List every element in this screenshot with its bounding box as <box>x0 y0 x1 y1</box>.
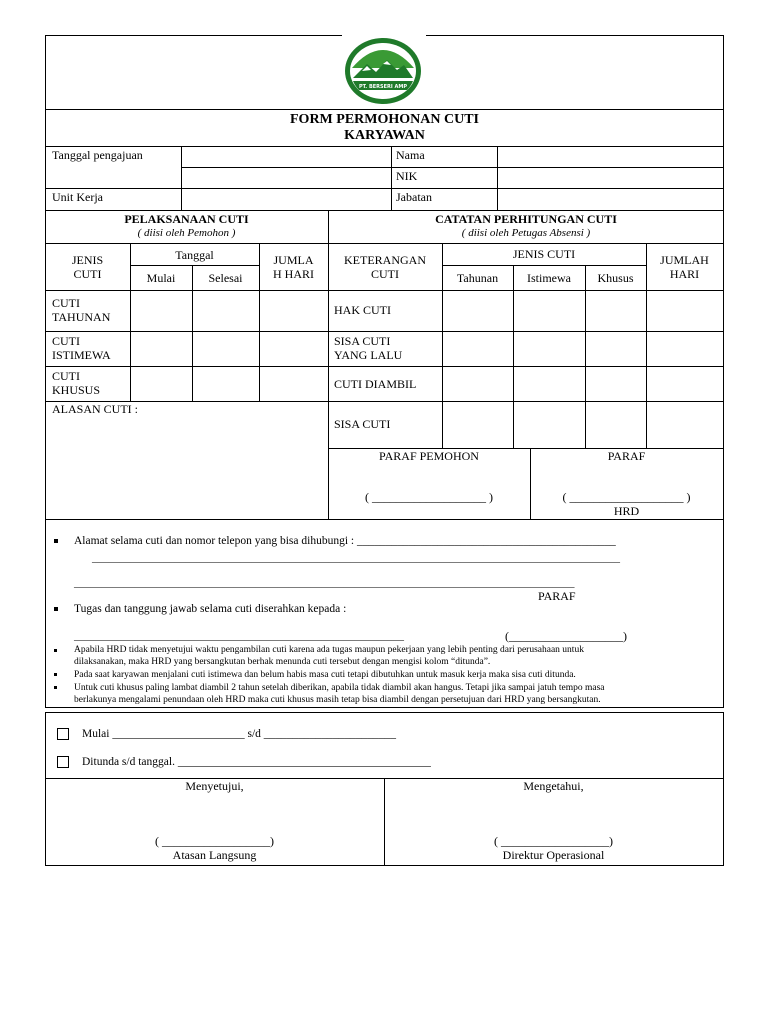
alamat-paraf: PARAF <box>538 589 576 603</box>
paraf-hrd-name: HRD <box>613 504 640 518</box>
mulai-line: Mulai _______________________ s/d _______________________ <box>82 728 397 740</box>
row-cuti-istimewa-2: ISTIMEWA <box>52 348 111 362</box>
ditunda-checkbox[interactable] <box>57 756 69 768</box>
alamat-line-3: ___________________________________________________________________________________________ <box>74 577 575 589</box>
row-cuti-tahunan-2: TAHUNAN <box>52 310 111 324</box>
row-hak-cuti: HAK CUTI <box>334 303 391 317</box>
direktur-operasional: Direktur Operasional <box>502 848 605 862</box>
unit-kerja-field[interactable] <box>182 189 390 209</box>
row-cuti-tahunan-1: CUTI <box>52 296 80 310</box>
nama-field[interactable] <box>498 147 722 166</box>
alamat-line-2: ________________________________________________________________________________________________ <box>92 552 620 564</box>
paraf-hrd-blank: ( ___________________ ) <box>562 490 691 504</box>
alasan-cuti-field[interactable] <box>46 416 327 518</box>
row-cuti-khusus-2: KHUSUS <box>52 383 101 397</box>
pelaksanaan-subtitle: ( diisi oleh Pemohon ) <box>137 227 236 239</box>
tanggal-pengajuan-field[interactable] <box>182 147 390 188</box>
col-tanggal: Tanggal <box>175 248 214 262</box>
row-cuti-khusus-1: CUTI <box>52 369 80 383</box>
bullet-icon <box>54 607 58 611</box>
catatan-subtitle: ( diisi oleh Petugas Absensi ) <box>461 227 591 239</box>
nik-field[interactable] <box>498 168 722 187</box>
col-jumlah-hari-2: H HARI <box>273 267 314 281</box>
mengetahui-label: Mengetahui, <box>523 779 584 793</box>
col-tahunan: Tahunan <box>456 271 499 285</box>
label-nik: NIK <box>396 169 418 183</box>
bullet-icon <box>54 673 57 676</box>
paraf-pemohon-label: PARAF PEMOHON <box>379 449 479 463</box>
tugas-label: Tugas dan tanggung jawab selama cuti diserahkan kepada : <box>74 603 347 615</box>
row-cuti-istimewa-1: CUTI <box>52 334 80 348</box>
ditunda-line: Ditunda s/d tanggal. ____________________________________________ <box>82 756 431 768</box>
note-1-line-1: Apabila HRD tidak menyetujui waktu pengambilan cuti karena ada tugas maupun pekerjaan yang lebih penting dari perusahaan untuk <box>74 645 584 655</box>
col-khusus: Khusus <box>597 271 634 285</box>
pelaksanaan-title: PELAKSANAAN CUTI <box>124 212 249 226</box>
logo-text: PT. BERSERI AMP <box>358 84 408 90</box>
label-jabatan: Jabatan <box>396 190 432 204</box>
label-alasan-cuti: ALASAN CUTI : <box>52 402 138 416</box>
col-jumlah-hari-r1: JUMLAH <box>660 253 709 267</box>
label-nama: Nama <box>396 148 425 162</box>
col-istimewa: Istimewa <box>527 271 571 285</box>
label-tanggal-pengajuan: Tanggal pengajuan <box>52 148 143 162</box>
paraf-hrd-label: PARAF <box>607 449 646 463</box>
row-sisa-cuti: SISA CUTI <box>334 417 391 431</box>
note-3-line-1: Untuk cuti khusus paling lambat diambil 2 tahun setelah diberikan, apabila tidak diambil akan hangus. Tetapi jika sampai jatuh tempo masa <box>74 683 605 693</box>
col-keterangan-1: KETERANGAN <box>344 253 426 267</box>
catatan-title: CATATAN PERHITUNGAN CUTI <box>435 212 617 226</box>
col-selesai: Selesai <box>208 271 243 285</box>
row-sisa-cuti-lalu-2: YANG LALU <box>334 348 403 362</box>
row-cuti-diambil: CUTI DIAMBIL <box>334 377 417 391</box>
bullet-icon <box>54 686 57 689</box>
col-jumlah-hari-1: JUMLA <box>273 253 314 267</box>
col-keterangan-2: CUTI <box>371 267 399 281</box>
form-title-line2: KARYAWAN <box>344 128 425 143</box>
col-jenis-cuti-header: JENIS CUTI <box>512 247 576 261</box>
bullet-icon <box>54 649 57 652</box>
label-unit-kerja: Unit Kerja <box>52 190 103 204</box>
alamat-label: Alamat selama cuti dan nomor telepon yang bisa dihubungi : _____________________________________________ <box>74 535 616 547</box>
row-sisa-cuti-lalu-1: SISA CUTI <box>334 334 391 348</box>
mengetahui-blank: ( __________________) <box>494 834 613 848</box>
form-title-line1: FORM PERMOHONAN CUTI <box>290 112 479 127</box>
note-1-line-2: dilaksanakan, maka HRD yang bersangkutan berhak menunda cuti tersebut dengan mengisi kolom “ditunda”. <box>74 657 491 667</box>
jabatan-field[interactable] <box>498 189 722 209</box>
note-2: Pada saat karyawan menjalani cuti istimewa dan belum habis masa cuti tetapi dibutuhkan untuk masuk kerja maka sisa cuti ditunda. <box>74 670 576 680</box>
paraf-pemohon-blank: ( ___________________ ) <box>365 490 493 504</box>
note-3-line-2: berlakunya mengalami penundaan oleh HRD maka cuti khusus masih tetap bisa diambil dengan persetujuan dari HRD yang bersangkutan. <box>74 695 601 705</box>
bullet-icon <box>54 539 58 543</box>
col-jenis-cuti-2: CUTI <box>73 267 102 281</box>
atasan-langsung: Atasan Langsung <box>172 848 257 862</box>
tugas-paraf: (___________________) <box>505 629 627 643</box>
tugas-line: ____________________________________________________________ <box>74 630 404 642</box>
col-jumlah-hari-r2: HARI <box>669 267 700 281</box>
col-mulai: Mulai <box>146 271 176 285</box>
company-logo <box>341 34 425 108</box>
menyetujui-blank: ( __________________) <box>155 834 274 848</box>
mulai-checkbox[interactable] <box>57 728 69 740</box>
col-jenis-cuti-1: JENIS <box>71 253 104 267</box>
menyetujui-label: Menyetujui, <box>185 779 244 793</box>
